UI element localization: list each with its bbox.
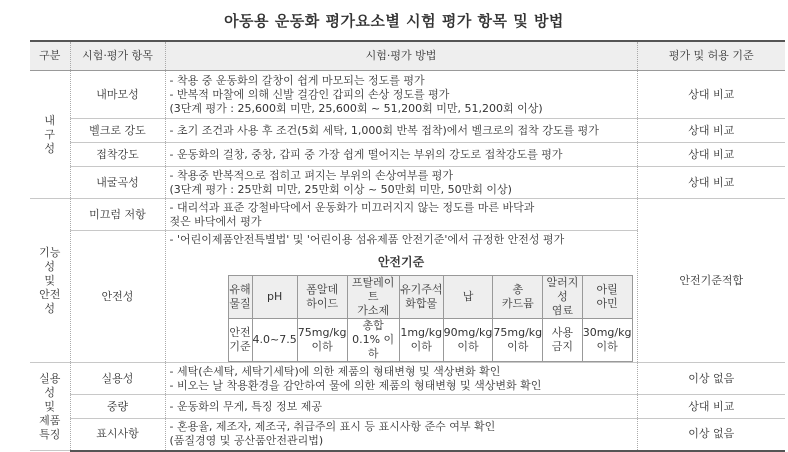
criteria-cell: 이상 없음 xyxy=(637,363,785,395)
safety-header-cell: 프탈레이트 가소제 xyxy=(347,276,399,319)
table-row xyxy=(30,395,785,419)
page-title: 아동용 운동화 평가요소별 시험 평가 항목 및 방법 xyxy=(224,12,564,30)
criteria-cell: 상대 비교 xyxy=(637,119,785,143)
safety-value-cell: 안전 기준 xyxy=(228,319,252,362)
method-cell: - 운동화의 무게, 특징 정보 제공 xyxy=(165,395,637,419)
criteria-cell: 상대 비교 xyxy=(637,143,785,167)
header-method: 시험·평가 방법 xyxy=(165,41,637,71)
safety-value-cell: 75mg/kg 이하 xyxy=(297,319,347,362)
method-cell: - 착용중 반복적으로 접히고 펴지는 부위의 손상여부를 평가 (3단계 평가 : 25만회 미만, 25만회 이상 ~ 50만회 미만, 50만회 이상) xyxy=(165,167,637,199)
criteria-cell: 상대 비교 xyxy=(637,395,785,419)
safety-value-cell: 75mg/kg 이하 xyxy=(493,319,543,362)
table-row xyxy=(30,363,785,395)
header-item: 시험·평가 항목 xyxy=(70,41,165,71)
safety-value-cell: 30mg/kg 이하 xyxy=(582,319,632,362)
safety-value-cell: 1mg/kg 이하 xyxy=(399,319,443,362)
table-row xyxy=(30,419,785,451)
item-label: 실용성 xyxy=(70,363,165,395)
item-label: 내굴곡성 xyxy=(70,167,165,199)
table-row xyxy=(30,71,785,119)
table-row xyxy=(30,167,785,199)
item-label: 표시사항 xyxy=(70,419,165,451)
safety-header-cell: 유해 물질 xyxy=(228,276,252,319)
safety-header-cell: 아릴 아민 xyxy=(582,276,632,319)
table-row xyxy=(30,199,785,231)
safety-value-cell: 90mg/kg 이하 xyxy=(443,319,493,362)
table-row xyxy=(30,119,785,143)
header-category: 구분 xyxy=(30,41,70,71)
item-label: 벨크로 강도 xyxy=(70,119,165,143)
safety-header-cell: 총 카드뮴 xyxy=(493,276,543,319)
criteria-cell: 이상 없음 xyxy=(637,419,785,451)
safety-header-cell: 폼알데 하이드 xyxy=(297,276,347,319)
safety-standard-title: 안전기준 xyxy=(377,255,425,269)
header-criteria: 평가 및 허용 기준 xyxy=(637,41,785,71)
table-header-row xyxy=(30,41,785,71)
evaluation-table xyxy=(30,40,785,452)
safety-standard-table xyxy=(228,275,633,362)
safety-value-cell: 사용 금지 xyxy=(543,319,583,362)
criteria-cell: 안전기준적합 xyxy=(637,199,785,363)
method-cell: - 혼용율, 제조자, 제조국, 취급주의 표시 등 표시사항 준수 여부 확인 (품질경영 및 공산품안전관리법) xyxy=(165,419,637,451)
method-cell: - 초기 조건과 사용 후 조건(5회 세탁, 1,000회 반복 접착)에서 벨크로의 접착 강도를 평가 xyxy=(165,119,637,143)
item-label: 안전성 xyxy=(70,231,165,363)
item-label: 미끄럼 저항 xyxy=(70,199,165,231)
safety-header-cell: 유기주석 화합물 xyxy=(399,276,443,319)
method-cell: - 세탁(손세탁, 세탁기세탁)에 의한 제품의 형태변형 및 색상변화 확인 - 비오는 날 착용환경을 감안하여 물에 의한 제품의 형태변형 및 색상변화 확인 xyxy=(165,363,637,395)
method-cell: - 착용 중 운동화의 갈창이 쉽게 마모되는 정도를 평가 - 반복적 마찰에 의해 신발 걸감인 갑피의 손상 정도를 평가 (3단계 평가 : 25,600회 미만, 25,600회 ~ 51,200회 미만, 51,200회 이상) xyxy=(165,71,637,119)
safety-value-cell: 총합 0.1% 이하 xyxy=(347,319,399,362)
safety-header-cell: pH xyxy=(252,276,297,319)
criteria-cell: 상대 비교 xyxy=(637,71,785,119)
safety-value-row xyxy=(228,319,632,362)
criteria-cell: 상대 비교 xyxy=(637,167,785,199)
safety-header-cell: 알러지성 염료 xyxy=(543,276,583,319)
method-cell: - 대리석과 표준 강철바닥에서 운동화가 미끄러지지 않는 정도를 마른 바닥과 젖은 바닥에서 평가 xyxy=(165,199,637,231)
safety-header-cell: 납 xyxy=(443,276,493,319)
safety-value-cell: 4.0~7.5 xyxy=(252,319,297,362)
method-cell: - 운동화의 걸창, 중창, 갑피 중 가장 쉽게 떨어지는 부위의 강도로 접착강도를 평가 xyxy=(165,143,637,167)
table-row xyxy=(30,143,785,167)
item-label: 중량 xyxy=(70,395,165,419)
item-label: 내마모성 xyxy=(70,71,165,119)
group-label-durability: 내 구 성 xyxy=(30,71,70,199)
item-label: 접착강도 xyxy=(70,143,165,167)
group-label-practicality: 실용성 및 제품 특징 xyxy=(30,363,70,451)
safety-header-row xyxy=(228,276,632,319)
group-label-function-safety: 기능성 및 안전성 xyxy=(30,199,70,363)
method-cell: - '어린이제품안전특별법' 및 '어린이용 섬유제품 안전기준'에서 규정한 안전성 평가 안전기준 유해 물질 pH 폼알데 하이드 프탈레이트 가소제 유기주석 화합물 납 총 카드뮴 알러지성 염료 아릴 아민 안전 기준 4.0~7.5 75mg/kg 이하 총합 0.1% 이하 1mg/kg 이하 90mg/kg 이하 75mg/kg 이하 사용 금지 30mg/kg 이하 xyxy=(165,231,637,363)
